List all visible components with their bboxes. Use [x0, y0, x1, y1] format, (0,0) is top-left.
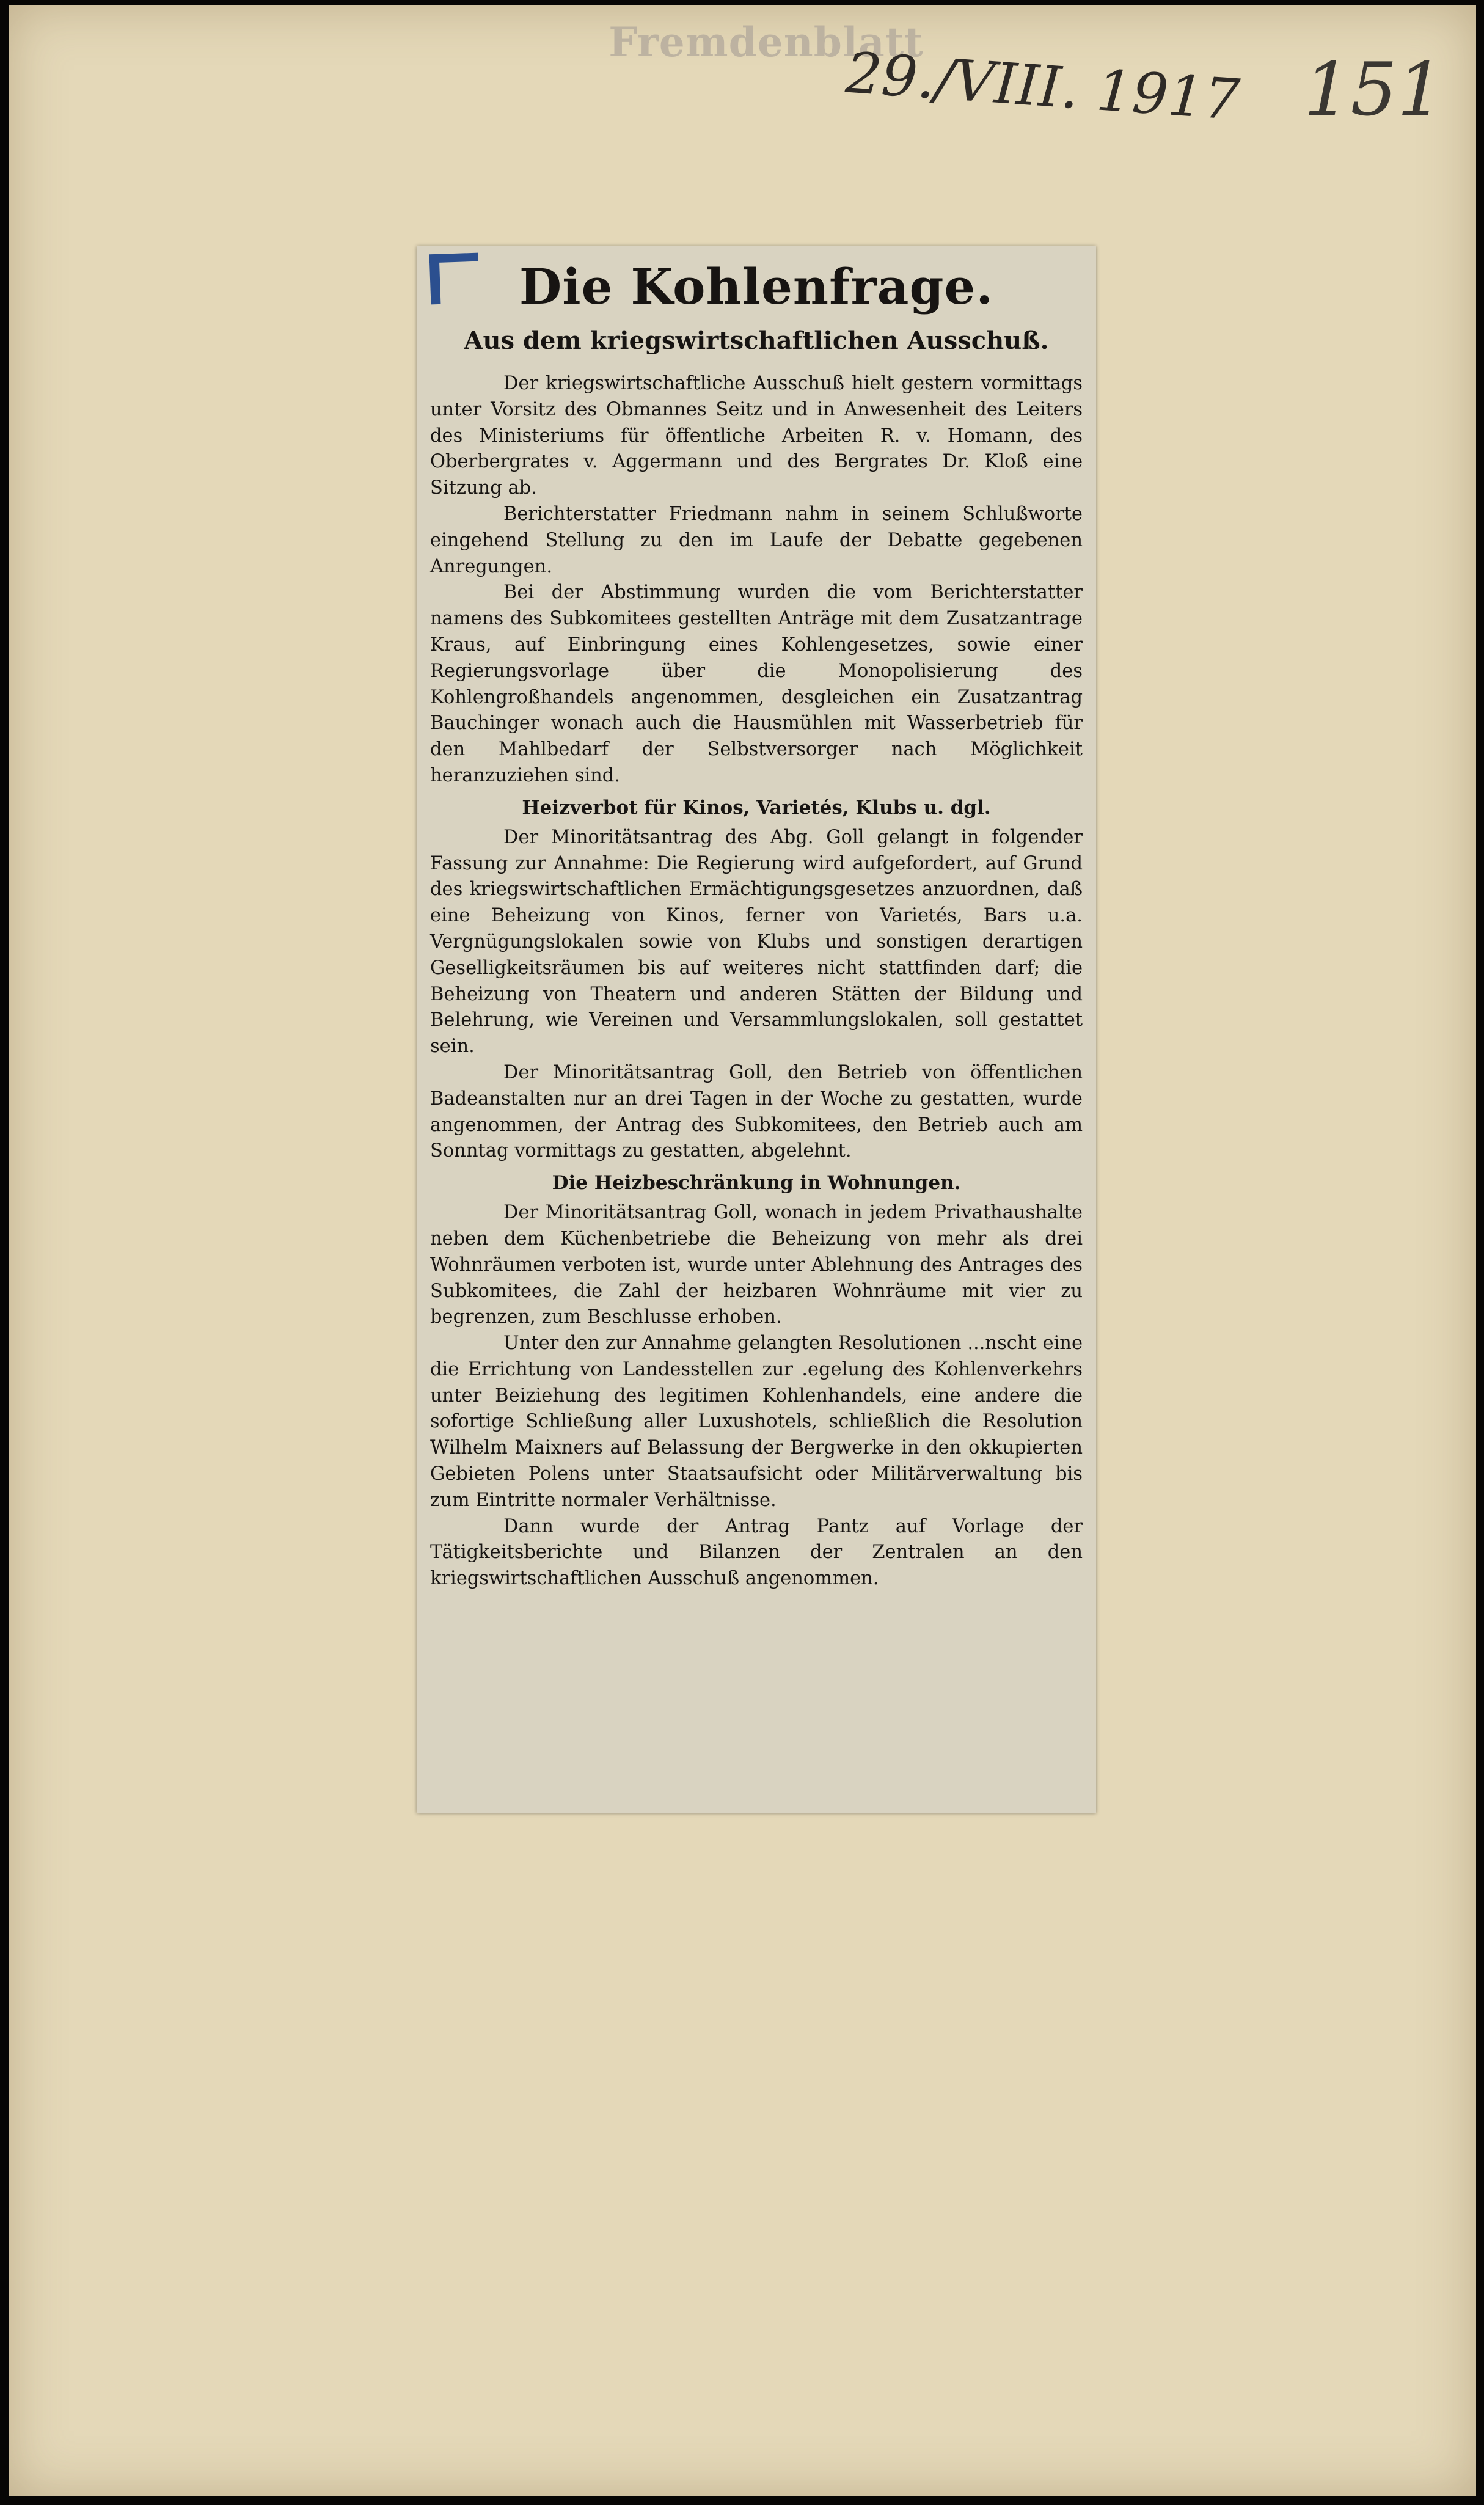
article-paragraph: Der Minoritätsantrag Goll, den Betrieb von öffentlichen Badeanstalten nur an drei Tagen in der Woche zu gestatten, wurde angenommen, der Antrag des Subkomitees, den Betrieb auch am Sonntag vormittags zu gestatten, abgelehnt. [430, 1061, 1083, 1162]
article-paragraph: Berichterstatter Friedmann nahm in seinem Schlußworte eingehend Stellung zu den im Laufe der Debatte gegebenen Anregungen. [430, 503, 1083, 577]
article-paragraph: Dann wurde der Antrag Pantz auf Vorlage der Tätigkeitsberichte und Bilanzen der Zentralen an den kriegswirtschaftlichen Ausschuß angenommen. [430, 1515, 1083, 1590]
handwritten-date: 29./VIII. 1917 [844, 40, 1242, 133]
article-paragraph: Bei der Abstimmung wurden die vom Berichterstatter namens des Subkomitees gestellten Anträge mit dem Zusatzantrage Kraus, auf Einbringung eines Kohlengesetzes, sowie einer Regierungsvorlage über die Monopolisierung des Kohlengroßhandels angenommen, desgleichen ein Zusatzantrag Bauchinger wonach auch die Hausmühlen mit Wasserbetrieb für den Mahlbedarf der Selbstversorger nach Möglichkeit heranzuziehen sind. [430, 582, 1083, 786]
newspaper-stamp: Fremdenblatt [609, 18, 924, 66]
article-paragraph: Unter den zur Annahme gelangten Resolutionen ...nscht eine die Errichtung von Landesstellen zur .egelung des Kohlenverkehrs unter Beiziehung des legitimen Kohlenhandels, eine andere die sofortige Schließung aller Luxushotels, schließlich die Resolution Wilhelm Maixners auf Belassung der Bergwerke in den okkupierten Gebieten Polens unter Staatsaufsicht oder Militärverwaltung bis zum Eintritte normaler Verhältnisse. [430, 1333, 1083, 1511]
article-paragraph: Der Minoritätsantrag Goll, wonach in jedem Privathaushalte neben dem Küchenbetriebe die Beheizung von mehr als drei Wohnräumen verboten ist, wurde unter Ablehnung des Antrages des Subkomitees, die Zahl der heizbaren Wohnräume mit vier zu begrenzen, zum Beschlusse erhoben. [430, 1202, 1083, 1328]
article-paragraph: Der Minoritätsantrag des Abg. Goll gelangt in folgender Fassung zur Annahme: Die Regierung wird aufgefordert, auf Grund des kriegswirtschaftlichen Ermächtigungsgesetzes anzuordnen, daß eine Beheizung von Kinos, ferner von Varietés, Bars u.a. Vergnügungslokalen sowie von Klubs und sonstigen derartigen Geselligkeitsräumen bis auf weiteres nicht stattfinden darf; die Beheizung von Theatern und anderen Stätten der Bildung und Belehrung, wie Vereinen und Versammlungslokalen, soll gestattet sein. [430, 826, 1083, 1058]
article-headline: Die Kohlenfrage. [519, 258, 994, 315]
newspaper-clipping [417, 246, 1096, 1813]
section-heading: Heizverbot für Kinos, Varietés, Klubs u. dgl. [522, 796, 991, 819]
article-paragraph: Der kriegswirtschaftliche Ausschuß hielt gestern vormittags unter Vorsitz des Obmannes Seitz und in Anwesenheit des Leiters des Ministeriums für öffentliche Arbeiten R. v. Homann, des Oberbergrates v. Aggermann und des Bergrates Dr. Kloß eine Sitzung ab. [430, 373, 1083, 499]
archive-sheet [9, 5, 1476, 2496]
handwritten-page-number: 151 [1304, 48, 1444, 133]
article-subtitle: Aus dem kriegswirtschaftlichen Ausschuß. [464, 326, 1049, 355]
blue-pencil-mark [429, 253, 480, 305]
section-heading: Die Heizbeschränkung in Wohnungen. [552, 1172, 961, 1194]
